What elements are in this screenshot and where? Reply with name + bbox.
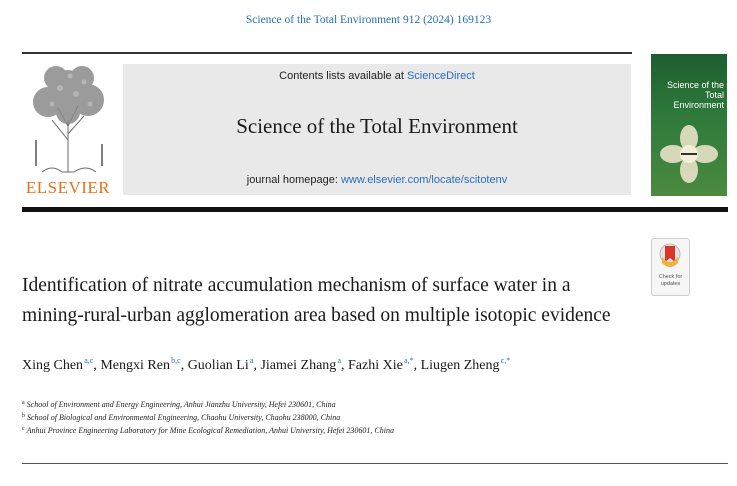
- author-affiliation-sup[interactable]: a: [249, 356, 254, 365]
- affiliation-item: [22, 398, 722, 411]
- elsevier-wordmark: ELSEVIER: [25, 178, 111, 197]
- author-list: [22, 358, 722, 374]
- crossmark-icon: [659, 243, 681, 271]
- affiliation-item: [22, 411, 722, 424]
- journal-cover-thumbnail[interactable]: [651, 54, 727, 196]
- header-rule: [22, 52, 632, 54]
- author-affiliation-sup[interactable]: a,*: [404, 356, 414, 365]
- cover-title-line2: Total Environment: [673, 90, 724, 110]
- journal-citation[interactable]: Science of the Total Environment 912 (2024) 169123: [245, 14, 492, 26]
- author-separator: ,: [341, 358, 349, 373]
- check-for-updates-line1: Check for: [658, 274, 683, 280]
- check-for-updates-label: [652, 274, 689, 287]
- author-name[interactable]: Jiamei Zhang: [260, 358, 337, 373]
- contents-prefix: Contents lists available at: [279, 70, 404, 82]
- journal-title: Science of the Total Environment: [236, 114, 518, 138]
- author-separator: ,: [413, 358, 421, 373]
- journal-masthead: [123, 64, 631, 195]
- author-affiliation-sup[interactable]: a: [337, 356, 342, 365]
- author-name[interactable]: Guolian Li: [187, 358, 249, 373]
- affiliation-mark: b: [22, 413, 25, 419]
- check-for-updates-badge[interactable]: [651, 238, 690, 296]
- author-name[interactable]: Liugen Zheng: [420, 358, 500, 373]
- elsevier-tree-icon: [22, 60, 114, 178]
- author-name[interactable]: Fazhi Xie: [348, 358, 403, 373]
- affiliation-list: [22, 398, 722, 437]
- author-affiliation-sup[interactable]: c,*: [500, 356, 511, 365]
- author-name[interactable]: Xing Chen: [22, 358, 84, 373]
- contents-lists-line: [123, 70, 631, 82]
- author-affiliation-sup[interactable]: a,c: [84, 356, 94, 365]
- sciencedirect-link[interactable]: ScienceDirect: [406, 70, 475, 82]
- author-affiliation-sup[interactable]: b,c: [171, 356, 181, 365]
- author-separator: ,: [93, 358, 101, 373]
- affiliation-mark: a: [22, 400, 25, 406]
- check-for-updates-line2: updates: [660, 280, 681, 287]
- affiliation-mark: c: [22, 426, 25, 432]
- affiliations-divider: [22, 463, 728, 464]
- affiliation-item: [22, 424, 722, 437]
- journal-homepage-link[interactable]: www.elsevier.com/locate/scitotenv: [340, 174, 508, 186]
- affiliation-text: School of Environment and Energy Engineering, Anhui Jianzhu University, Hefei 230601, China: [26, 400, 336, 409]
- journal-homepage-line: [123, 174, 631, 186]
- elsevier-logo[interactable]: [22, 60, 114, 200]
- cover-title-line1: Science of the: [666, 80, 724, 90]
- affiliation-text: School of Biological and Environmental Engineering, Chaohu University, Chaohu 238000, China: [27, 413, 341, 422]
- affiliation-text: Anhui Province Engineering Laboratory for Mine Ecological Remediation, Anhui University, Hefei 230601, China: [26, 426, 394, 435]
- cover-flower-icon: [659, 124, 719, 184]
- article-title-line1: Identification of nitrate accumulation mechanism of surface water in a: [22, 275, 571, 296]
- masthead-divider: [22, 207, 728, 212]
- author-separator: ,: [180, 358, 188, 373]
- article-title: [22, 271, 642, 331]
- cover-title: [654, 80, 724, 110]
- article-title-line2: mining-rural-urban agglomeration area based on multiple isotopic evidence: [22, 305, 611, 326]
- author-separator: ,: [253, 358, 261, 373]
- homepage-prefix: journal homepage:: [246, 174, 338, 186]
- author-name[interactable]: Mengxi Ren: [100, 358, 170, 373]
